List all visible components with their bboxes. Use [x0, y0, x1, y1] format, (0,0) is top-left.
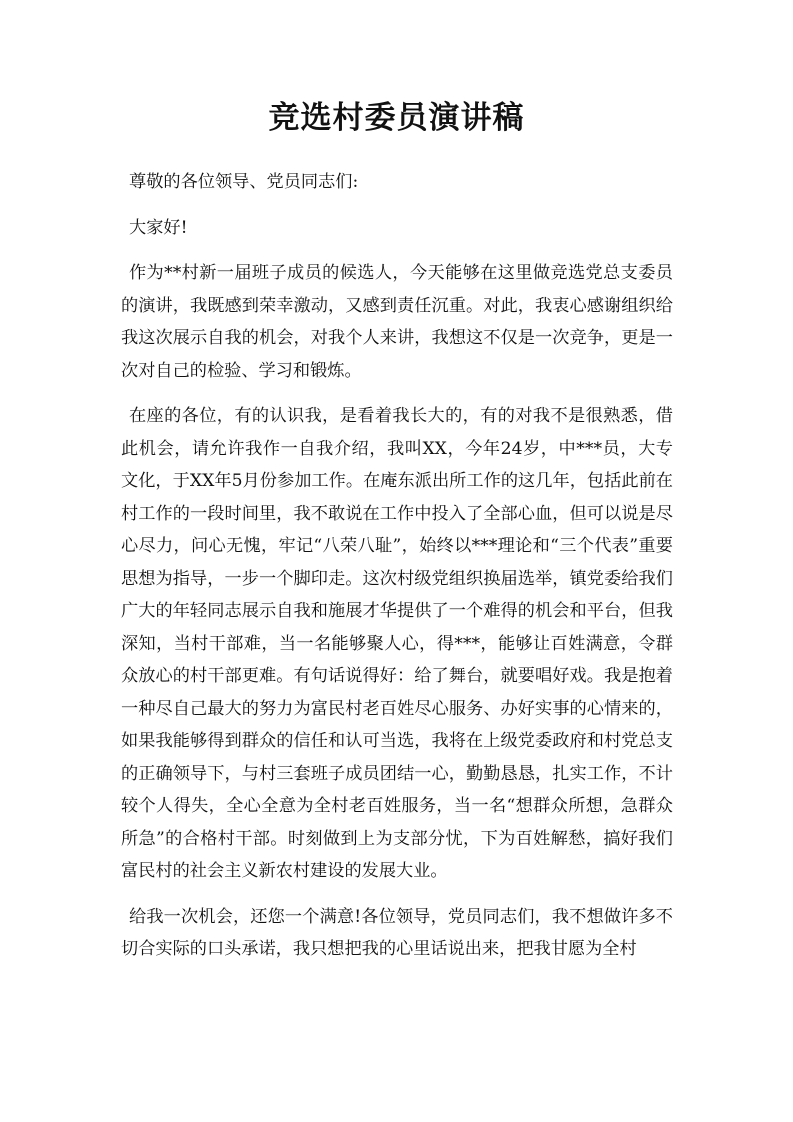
- self-introduction-paragraph: 在座的各位，有的认识我，是看着我长大的，有的对我不是很熟悉，借此机会，请允许我作一自我介绍，我叫XX，今年24岁，中***员，大专文化，于XX年5月份参加工作。在庵东派出所工作的这几年，包括此前在村工作的一段时间里，我不敢说在工作中投入了全部心血，但可以说是尽心尽力，问心无愧，牢记“八荣八耻”，始终以***理论和“三个代表”重要思想为指导，一步一个脚印走。这次村级党组织换届选举，镇党委给我们广大的年轻同志展示自我和施展才华提供了一个难得的机会和平台，但我深知，当村干部难，当一名能够聚人心，得***，能够让百姓满意，令群众放心的村干部更难。有句话说得好：给了舞台，就要唱好戏。我是抱着一种尽自己最大的努力为富民村老百姓尽心服务、办好实事的心情来的，如果我能够得到群众的信任和认可当选，我将在上级党委政府和村党总支的正确领导下，与村三套班子成员团结一心，勤勤恳恳，扎实工作，不计较个人得失，全心全意为全村老百姓服务，当一名“想群众所想，急群众所急”的合格村干部。时刻做到上为支部分忧，下为百姓解愁，搞好我们富民村的社会主义新农村建设的发展大业。: [121, 406, 673, 881]
- closing-paragraph: 给我一次机会，还您一个满意!各位领导，党员同志们，我不想做许多不切合实际的口头承诺，我只想把我的心里话说出来，把我甘愿为全村: [121, 906, 673, 959]
- salutation-paragraph: 尊敬的各位领导、党员同志们:: [129, 172, 359, 192]
- greeting-paragraph: 大家好!: [129, 217, 188, 238]
- document-title: 竞选村委员演讲稿: [268, 100, 525, 136]
- document-body: [121, 166, 673, 979]
- intro-paragraph: 作为**村新一届班子成员的候选人，今天能够在这里做竞选党总支委员的演讲，我既感到荣幸激动，又感到责任沉重。对此，我衷心感谢组织给我这次展示自我的机会，对我个人来讲，我想这不仅是一次竞争，更是一次对自己的检验、学习和锻炼。: [121, 263, 673, 381]
